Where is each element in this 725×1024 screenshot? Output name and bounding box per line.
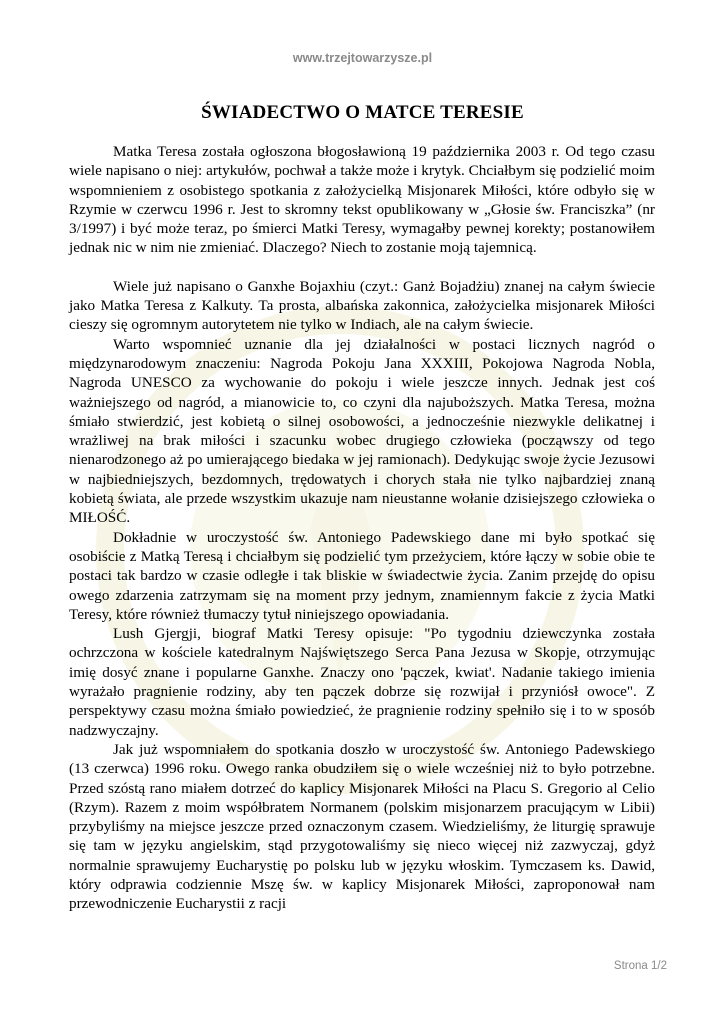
site-url[interactable]: www.trzejtowarzysze.pl (292, 51, 433, 65)
page-number: Strona 1/2 (613, 960, 667, 972)
document-body (69, 142, 655, 914)
paragraph: Matka Teresa została ogłoszona błogosławioną 19 października 2003 r. Od tego czasu wiele napisano o niej: artykułów, pochwał a także może i krytyk. Chciałbym się podzielić moim wspomnieniem z osobistego spotkania z założycielką Misjonarek Miłości, które odbyło się w Rzymie w czerwcu 1996 r. Jest to skromny tekst opublikowany w „Głosie św. Franciszka” (nr 3/1997) i być może teraz, po śmierci Matki Teresy, wymagałby pewnej korekty; postanowiłem jednak nic w nim nie zmieniać. Dlaczego? Niech to zostanie moją tajemnicą. (69, 143, 655, 257)
paragraph: Lush Gjergji, biograf Matki Teresy opisuje: "Po tygodniu dziewczynka została ochrzczona w kościele katedralnym Najświętszego Serca Pana Jezusa w Skopje, otrzymując imię dosyć znane i popularne Ganxhe. Znaczy ono 'pączek, kwiat'. Nadanie takiego imienia wyrażało pragnienie rodziny, aby ten pączek dobrze się rozwijał i przyniósł owoce". Z perspektywy czasu można śmiało powiedzieć, że pragnienie rodziny spełniło się i to w sposób nadzwyczajny. (69, 625, 655, 739)
paragraph: Wiele już napisano o Ganxhe Bojaxhiu (czyt.: Ganż Bojadżiu) znanej na całym świecie jako Matka Teresa z Kalkuty. Ta prosta, albańska zakonnica, założycielka misjonarek Miłości cieszy się ogromnym autorytetem nie tylko w Indiach, ale na całym świecie. (69, 277, 655, 334)
paragraph: Dokładnie w uroczystość św. Antoniego Padewskiego dane mi było spotkać się osobiście z Matką Teresą i chciałbym się podzielić tym przeżyciem, które łączy w sobie obie te postaci tak bardzo w czasie odległe i tak bliskie w świadectwie życia. Zanim przejdę do opisu owego zdarzenia zatrzymam się na moment przy jednym, znamiennym fakcie z życia Matki Teresy, które również tłumaczy tytuł niniejszego opowiadania. (69, 528, 655, 623)
paragraph: Jak już wspomniałem do spotkania doszło w uroczystość św. Antoniego Padewskiego (13 czerwca) 1996 roku. Owego ranka obudziłem się o wiele wcześniej niż to było potrzebne. Przed szóstą rano miałem dotrzeć do kaplicy Misjonarek Miłości na Placu S. Gregorio al Celio (Rzym). Razem z moim współbratem Normanem (polskim misjonarzem pracującym w Libii) przybyliśmy na miejsce jeszcze przed oznaczonym czasem. Wiedzieliśmy, że liturgię sprawuje się tam w języku angielskim, stąd przygotowaliśmy się nieco więcej niż zazwyczaj, gdyż normalnie sprawujemy Eucharystię po polsku lub w języku włoskim. Tymczasem ks. Dawid, który odprawia codziennie Mszę św. w kaplicy Misjonarek Miłości, zaproponował nam przewodniczenie Eucharystii z racji (69, 740, 655, 913)
document-title: ŚWIADECTWO O MATCE TERESIE (201, 102, 524, 123)
paragraph: Warto wspomnieć uznanie dla jej działalności w postaci licznych nagród o międzynarodowym znaczeniu: Nagroda Pokoju Jana XXXIII, Pokojowa Nagroda Nobla, Nagroda UNESCO za wychowanie do pokoju i wiele jeszcze innych. Jednak jest coś ważniejszego od nagród, a mianowicie to, co czyni dla najuboższych. Matka Teresa, można śmiało stwierdzić, jest kobietą o silnej osobowości, a jednocześnie niezwykle delikatnej i wrażliwej na brak miłości i szacunku wobec drugiego człowieka (począwszy od tego nienarodzonego aż po umierającego biedaka w jej ramionach). Dedykując swoje życie Jezusowi w najbiedniejszych, bezdomnych, trędowatych i chorych stała nie tylko najbardziej znaną kobietą świata, ale przede wszystkim ukazuje nam nieustanne wołanie dzisiejszego człowieka o MIŁOŚĆ. (69, 335, 655, 527)
